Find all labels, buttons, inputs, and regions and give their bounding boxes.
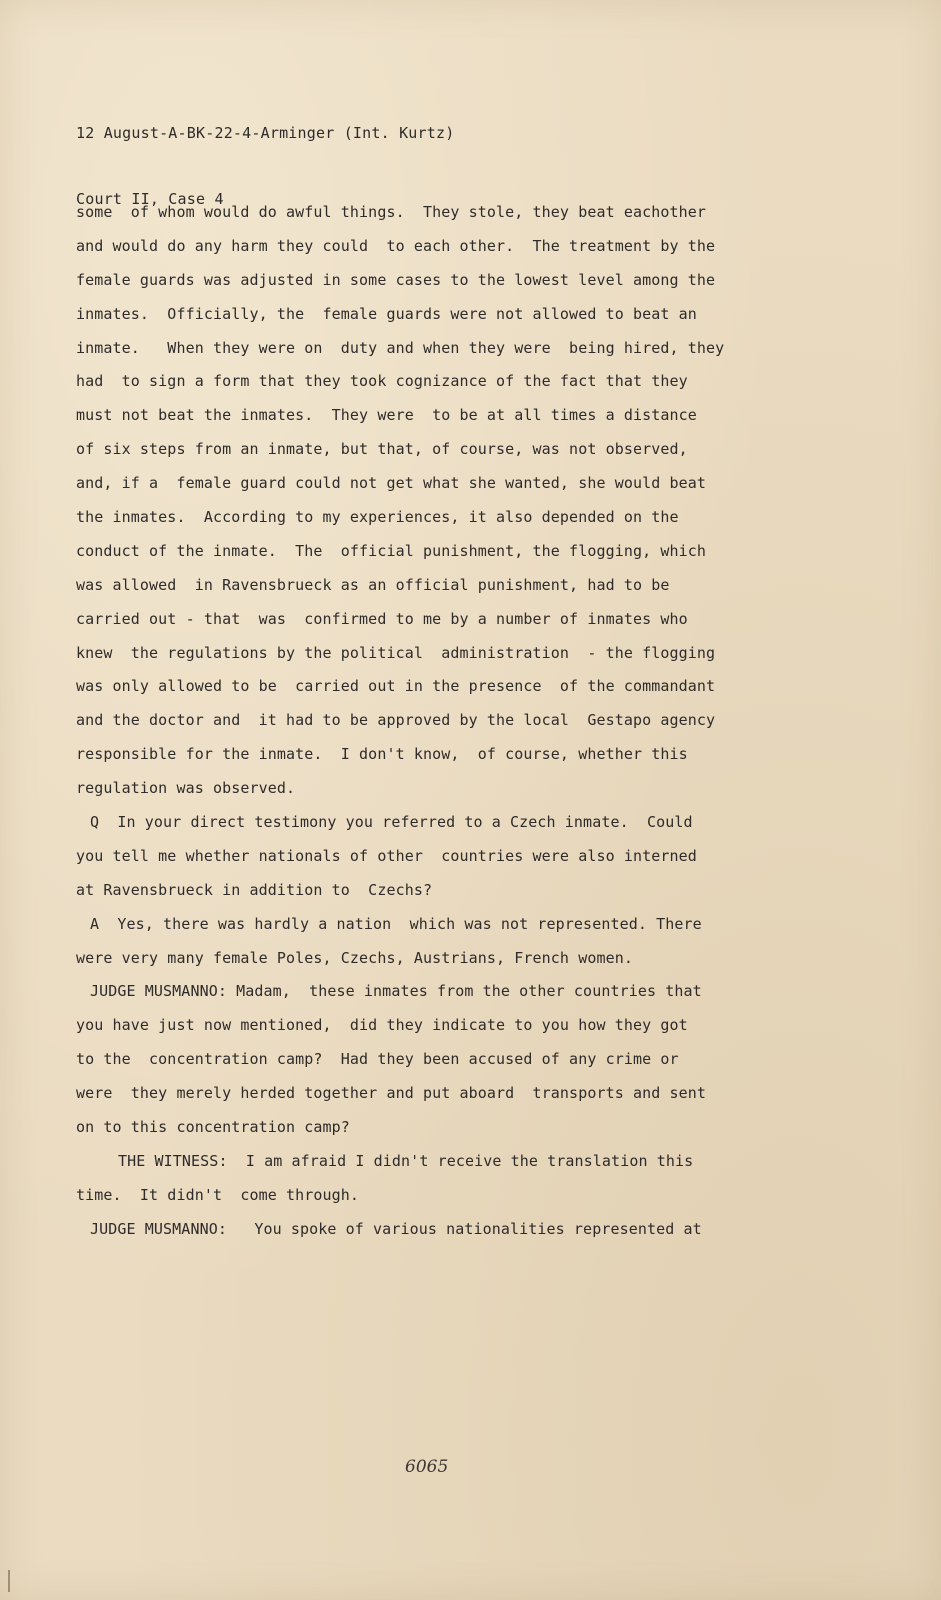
text-line: to the concentration camp? Had they been accused of any crime or bbox=[76, 1050, 679, 1069]
text-line: the inmates. According to my experiences, it also depended on the bbox=[76, 508, 679, 527]
text-line: and the doctor and it had to be approved by the local Gestapo agency bbox=[76, 711, 716, 730]
text-line: some of whom would do awful things. They stole, they beat eachother bbox=[76, 203, 707, 221]
text-line: carried out - that was confirmed to me by a number of inmates who bbox=[76, 609, 688, 628]
answer-line: A Yes, there was hardly a nation which was not represented. There bbox=[90, 914, 702, 933]
text-line: must not beat the inmates. They were to be at all times a distance bbox=[76, 406, 697, 425]
header-line-2: Court II, Case 4 bbox=[76, 190, 224, 208]
text-line: time. It didn't come through. bbox=[76, 1185, 360, 1204]
text-line: regulation was observed. bbox=[76, 779, 296, 798]
text-line: had to sign a form that they took cognizance of the fact that they bbox=[76, 372, 688, 391]
text-line: inmate. When they were on duty and when they were being hired, they bbox=[76, 338, 725, 357]
margin-mark bbox=[8, 1570, 10, 1592]
question-line: Q In your direct testimony you referred to a Czech inmate. Could bbox=[90, 813, 693, 832]
judge-line: JUDGE MUSMANNO: Madam, these inmates from the other countries that bbox=[90, 982, 702, 1001]
text-line: female guards was adjusted in some cases to the lowest level among the bbox=[76, 270, 716, 289]
page-number: 6065 bbox=[405, 1457, 449, 1477]
text-line: was allowed in Ravensbrueck as an official punishment, had to be bbox=[76, 575, 670, 594]
text-line: responsible for the inmate. I don't know, of course, whether this bbox=[76, 745, 688, 764]
header-line-1: 12 August-A-BK-22-4-Arminger (Int. Kurtz) bbox=[76, 124, 455, 142]
text-line: of six steps from an inmate, but that, of course, was not observed, bbox=[76, 440, 688, 459]
text-line: on to this concentration camp? bbox=[76, 1118, 350, 1137]
text-line: at Ravensbrueck in addition to Czechs? bbox=[76, 880, 433, 899]
text-line: conduct of the inmate. The official punishment, the flogging, which bbox=[76, 541, 707, 560]
text-line: knew the regulations by the political administration - the flogging bbox=[76, 643, 716, 662]
text-line: inmates. Officially, the female guards were not allowed to beat an bbox=[76, 304, 697, 323]
text-line: you have just now mentioned, did they indicate to you how they got bbox=[76, 1016, 688, 1035]
transcript-body bbox=[76, 196, 876, 1247]
witness-line: THE WITNESS: I am afraid I didn't receive the translation this bbox=[118, 1151, 694, 1170]
judge-line: JUDGE MUSMANNO: You spoke of various nationalities represented at bbox=[90, 1219, 702, 1238]
text-line: and would do any harm they could to each other. The treatment by the bbox=[76, 236, 716, 255]
text-line: were very many female Poles, Czechs, Austrians, French women. bbox=[76, 948, 633, 967]
text-line: was only allowed to be carried out in the presence of the commandant bbox=[76, 677, 716, 696]
text-line: and, if a female guard could not get what she wanted, she would beat bbox=[76, 474, 707, 493]
text-line: were they merely herded together and put aboard transports and sent bbox=[76, 1084, 707, 1103]
text-line: you tell me whether nationals of other countries were also interned bbox=[76, 846, 697, 865]
